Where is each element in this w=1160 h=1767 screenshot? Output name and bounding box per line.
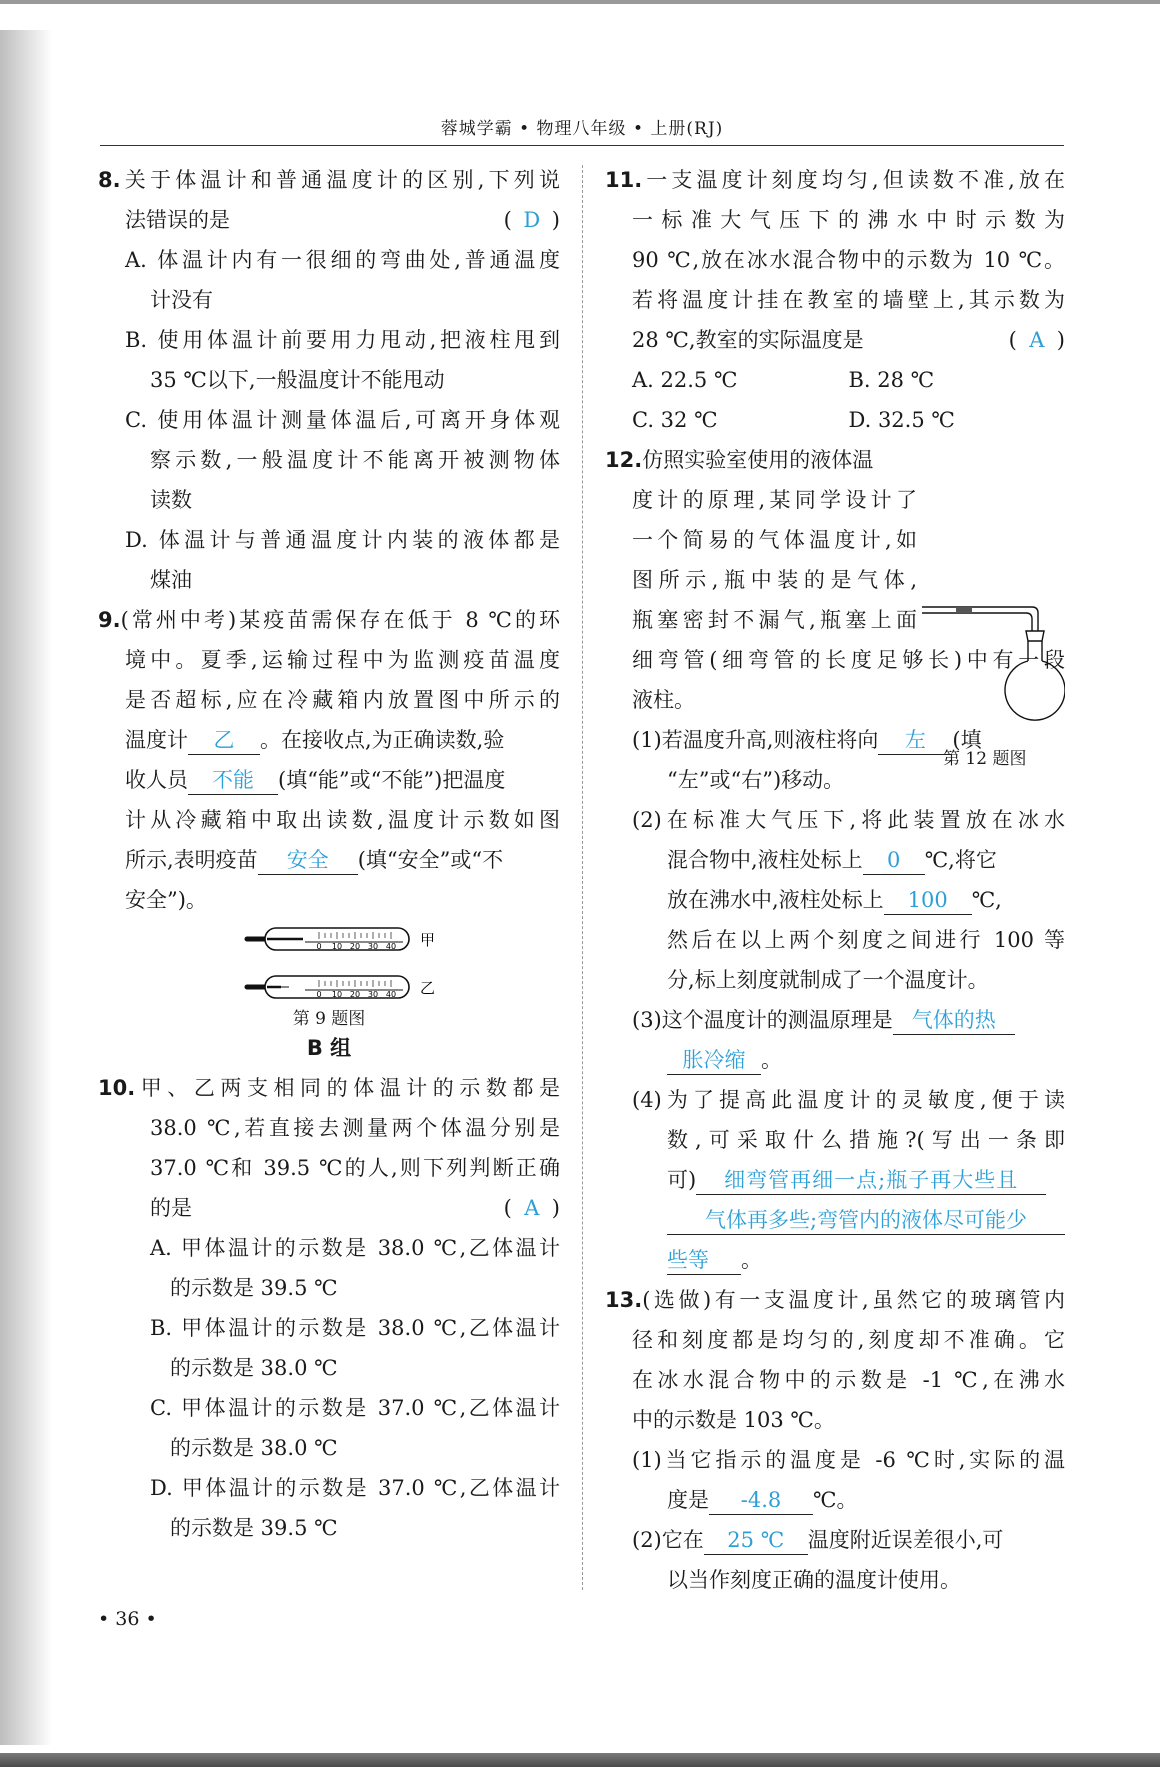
q12-line: 图所示,瓶中装的是气体, (632, 568, 917, 592)
top-border (0, 0, 1160, 4)
q10-option-d: D. 甲体温计的示数是 37.0 ℃,乙体温计 (150, 1476, 560, 1500)
q12-part-1: (1)若温度升高,则液柱将向 左 (填 (605, 720, 1065, 760)
q8-line: 8.关于体温计和普通温度计的区别,下列说 (98, 168, 560, 192)
q13-answer-2: 25 ℃ (704, 1526, 808, 1555)
q9-line: 收人员 不能 (填“能”或“不能”)把温度 (98, 760, 560, 800)
q12-line: 一个简易的气体温度计,如 (632, 528, 917, 552)
q12-part-2: (2)在标准大气压下,将此装置放在冰水 (632, 808, 1065, 832)
q9-line: 境中。夏季,运输过程中为监测疫苗温度 (125, 648, 560, 672)
page-header: 蓉城学霸 • 物理八年级 • 上册(RJ) (440, 119, 724, 139)
right-column (605, 160, 1065, 1600)
q8-option-b-cont: 35 ℃以下,一般温度计不能甩动 (150, 368, 445, 392)
q12-line: 度计的原理,某同学设计了 (632, 488, 917, 512)
q9-answer-1: 乙 (188, 726, 260, 755)
q12-part-2-cont: 混合物中,液柱处标上 0 ℃,将它 (605, 840, 1065, 880)
q11-line: 一标准大气压下的沸水中时示数为 (632, 208, 1065, 232)
q9-line: 计从冷藏箱中取出读数,温度计示数如图 (125, 808, 560, 832)
q12-figure (920, 605, 1065, 730)
liquid-column (956, 607, 972, 613)
q9-line: 安全”)。 (125, 888, 207, 912)
q8-option-c-cont: 察示数,一般温度计不能离开被测物体 (150, 448, 560, 472)
scale-label: 30 (367, 942, 379, 951)
thermometer-jia (247, 928, 435, 951)
left-column (98, 160, 560, 1548)
q12-line: 瓶塞密封不漏气,瓶塞上面 (632, 608, 917, 632)
q8-option-a: A. 体温计内有一很细的弯曲处,普通温度 (125, 248, 560, 272)
q10-option-d-cont: 的示数是 39.5 ℃ (170, 1516, 338, 1540)
q9-line: 是否超标,应在冷藏箱内放置图中所示的 (125, 688, 560, 712)
q12-line: 12.仿照实验室使用的液体温 (605, 448, 874, 472)
q13-line: 在冰水混合物中的示数是 -1 ℃,在沸水 (632, 1368, 1065, 1392)
q11-line: 11.一支温度计刻度均匀,但读数不准,放在 (605, 168, 1065, 192)
q12-part-4-cont (605, 1200, 1065, 1240)
q11-option-a: A. 22.5 ℃ (632, 368, 738, 392)
q13-line: 13.(选做)有一支温度计,虽然它的玻璃管内 (605, 1288, 1065, 1312)
q11-option-c: C. 32 ℃ (632, 408, 718, 432)
q12-part-2-cont: 放在沸水中,液柱处标上 100 ℃, (605, 880, 1065, 920)
q9-line: 温度计 乙 。在接收点,为正确读数,验 (98, 720, 560, 760)
column-divider (582, 165, 583, 1590)
q13-part-1: (1)当它指示的温度是 -6 ℃时,实际的温 (632, 1448, 1065, 1472)
q13-part-2: (2)它在 25 ℃ 温度附近误差很小,可 (605, 1520, 1065, 1560)
scale-label: 20 (349, 942, 361, 951)
q9-line: 所示,表明疫苗 安全 (填“安全”或“不 (98, 840, 560, 880)
q10-option-c: C. 甲体温计的示数是 37.0 ℃,乙体温计 (150, 1396, 560, 1420)
page-number: • 36 • (98, 1608, 157, 1630)
q8-option-d-cont: 煤油 (150, 568, 192, 592)
q13-line: 径和刻度都是均匀的,刻度却不准确。它 (632, 1328, 1065, 1352)
q10-line: 的是 ( A ) (98, 1188, 560, 1228)
q12-part-4: (4)为了提高此温度计的灵敏度,便于读 (632, 1088, 1065, 1112)
q13-part-2-cont: 以当作刻度正确的温度计使用。 (667, 1568, 961, 1592)
scale-label: 40 (385, 990, 397, 999)
q8-answer-paren: ( D ) (504, 200, 560, 240)
q10-line: 37.0 ℃和 39.5 ℃的人,则下列判断正确 (150, 1156, 560, 1180)
q13-part-1-cont: 度是 -4.8 ℃。 (605, 1480, 1065, 1520)
scale-label: 40 (385, 942, 397, 951)
q10-answer-paren: ( A ) (504, 1188, 560, 1228)
q11-answer-paren: ( A ) (1009, 320, 1065, 360)
q12-answer-1: 左 (878, 726, 952, 755)
q12-part-4-cont: 可) 细弯管再细一点;瓶子再大些且 (605, 1160, 1065, 1200)
q13-answer-1: -4.8 (709, 1486, 813, 1515)
q10-option-a-cont: 的示数是 39.5 ℃ (170, 1276, 338, 1300)
q12-answer-3: 100 (884, 886, 972, 915)
q9-answer-2: 不能 (188, 766, 278, 795)
q13-line: 中的示数是 103 ℃。 (632, 1408, 835, 1432)
q12-part-2-cont: 然后在以上两个刻度之间进行 100 等 (667, 928, 1065, 952)
q11-option-d: D. 32.5 ℃ (848, 408, 955, 432)
q9-figure-caption: 第 9 题图 (292, 1009, 366, 1029)
q12-answer-2: 0 (863, 846, 925, 875)
q10-answer: A (524, 1196, 540, 1220)
q10-line: 38.0 ℃,若直接去测量两个体温分别是 (150, 1116, 560, 1140)
group-b-heading: B 组 (306, 1036, 352, 1060)
q12-part-1-cont: “左”或“右”)移动。 (667, 768, 845, 792)
q8-option-d: D. 体温计与普通温度计内装的液体都是 (125, 528, 560, 552)
bottom-border (0, 1753, 1160, 1767)
q10-option-a: A. 甲体温计的示数是 38.0 ℃,乙体温计 (150, 1236, 560, 1260)
q12-part-3-cont: 胀冷缩 。 (605, 1040, 1065, 1080)
q8-answer: D (523, 208, 541, 232)
q10-line: 10.甲、乙两支相同的体温计的示数都是 (98, 1076, 560, 1100)
q12-part-2-cont: 分,标上刻度就制成了一个温度计。 (667, 968, 989, 992)
q11-line: 若将温度计挂在教室的墙壁上,其示数为 (632, 288, 1065, 312)
q11-options (605, 400, 1065, 440)
flask (1005, 661, 1065, 720)
q11-line: 28 ℃,教室的实际温度是 ( A ) (605, 320, 1065, 360)
q12-answer-5-end: 些等 (667, 1246, 741, 1275)
q9-figure (98, 920, 560, 1028)
q10-option-c-cont: 的示数是 38.0 ℃ (170, 1436, 338, 1460)
q12-part-3: (3)这个温度计的测温原理是 气体的热 (605, 1000, 1065, 1040)
label-yi: 乙 (420, 979, 436, 997)
q8-option-c: C. 使用体温计测量体温后,可离开身体观 (125, 408, 560, 432)
scale-label: 10 (331, 942, 343, 951)
q8-option-a-cont: 计没有 (150, 288, 213, 312)
q12-answer-4: 气体的热 (893, 1006, 1015, 1035)
q12-answer-5: 细弯管再细一点;瓶子再大些且 (696, 1166, 1046, 1195)
q11-option-b: B. 28 ℃ (848, 368, 935, 392)
q12-answer-5-cont: 气体再多些;弯管内的液体尽可能少 (667, 1206, 1065, 1235)
thermometer-yi (247, 976, 435, 999)
q12-line: 细弯管(细弯管的长度足够长)中有一段 (632, 648, 1065, 672)
q8-option-c-cont: 读数 (150, 488, 192, 512)
scale-label: 20 (349, 990, 361, 999)
q11-answer: A (1029, 328, 1045, 352)
q9-line: 9.(常州中考)某疫苗需保存在低于 8 ℃的环 (98, 608, 560, 632)
q10-option-b: B. 甲体温计的示数是 38.0 ℃,乙体温计 (150, 1316, 560, 1340)
q10-option-b-cont: 的示数是 38.0 ℃ (170, 1356, 338, 1380)
q11-line: 90 ℃,放在冰水混合物中的示数为 10 ℃。 (632, 248, 1065, 272)
q8-option-b: B. 使用体温计前要用力甩动,把液柱甩到 (125, 328, 560, 352)
scale-label: 30 (367, 990, 379, 999)
q12-answer-4-cont: 胀冷缩 (667, 1046, 761, 1075)
gas-thermometer-figure (920, 605, 1065, 725)
scale-label: 10 (331, 990, 343, 999)
header-rule (100, 145, 1064, 146)
q8-line: 法错误的是 ( D ) (98, 200, 560, 240)
q12-line: 液柱。 (632, 688, 695, 712)
stopper (1026, 631, 1044, 641)
label-jia: 甲 (420, 931, 436, 949)
scale-label: 0 (316, 942, 322, 951)
scale-label: 0 (316, 990, 322, 999)
page-shadow (0, 30, 52, 1745)
q11-options (605, 360, 1065, 400)
q9-answer-3: 安全 (258, 846, 358, 875)
q12-part-4-cont: 些等 。 (605, 1240, 1065, 1280)
thermometers-figure (243, 920, 443, 1004)
q12-figure-caption: 第 12 题图 (943, 749, 1027, 769)
q12-part-4-cont: 数,可采取什么措施?(写出一条即 (667, 1128, 1065, 1152)
